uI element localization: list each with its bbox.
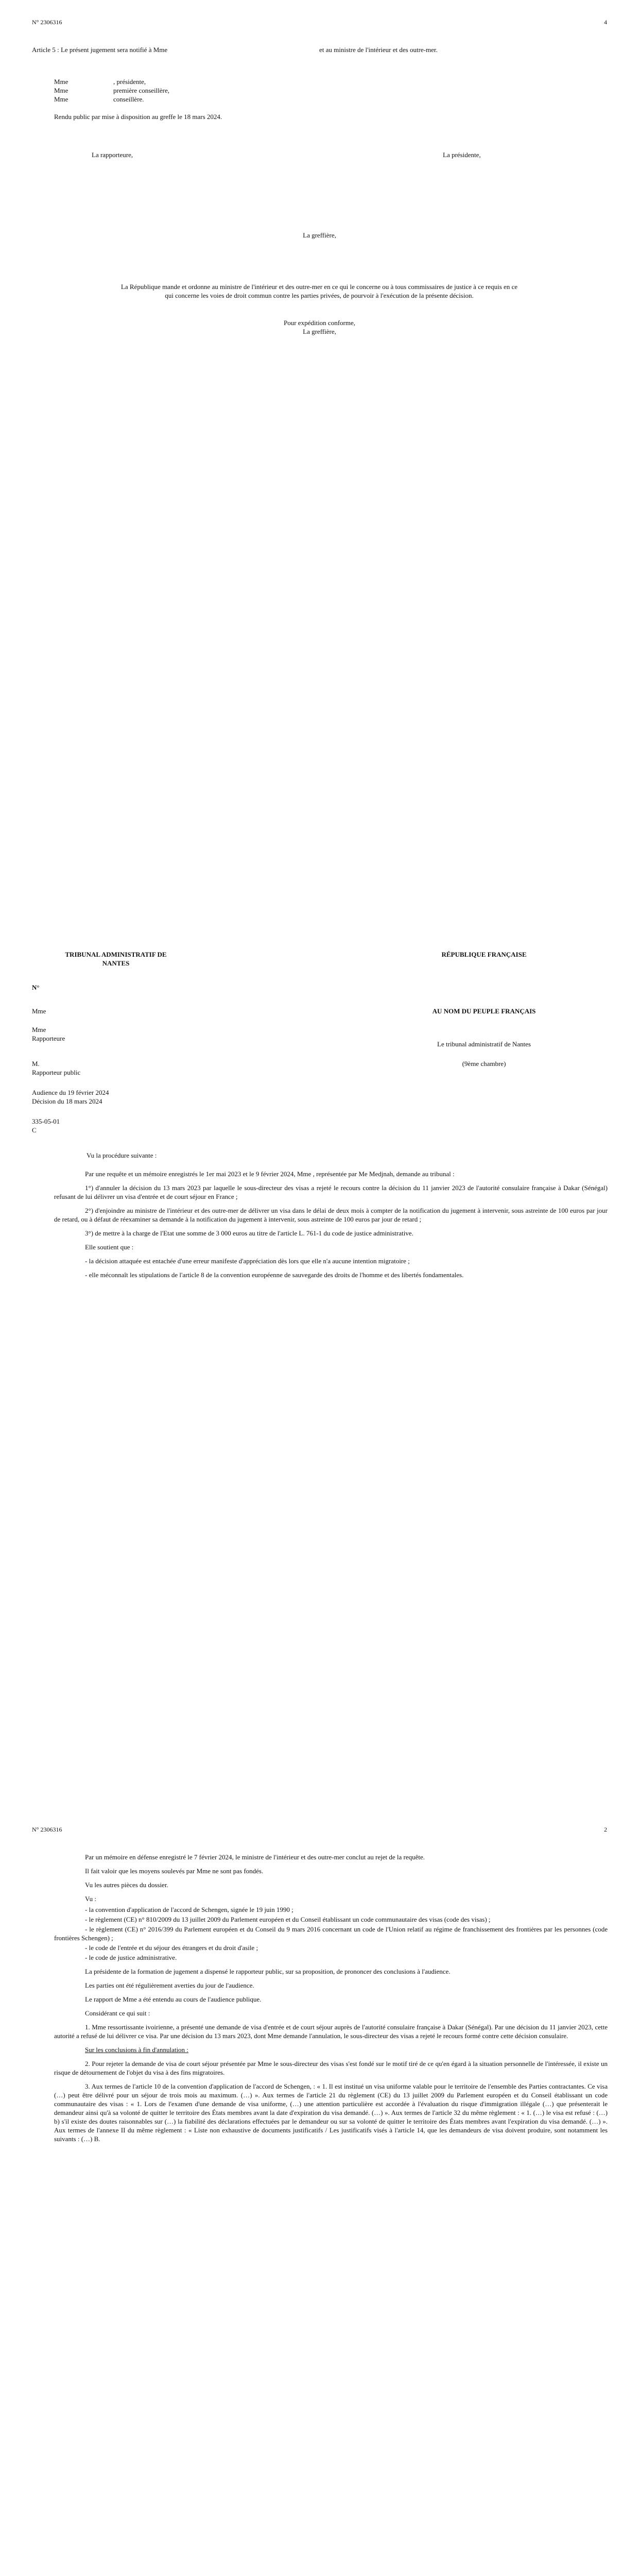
paragraph: - la convention d'application de l'accord de Schengen, signée le 19 juin 1990 ; bbox=[85, 1906, 293, 1913]
chamber-label: (9ème chambre) bbox=[462, 1060, 506, 1067]
republic-title: RÉPUBLIQUE FRANÇAISE bbox=[441, 951, 527, 958]
rapporteure-label: La rapporteure, bbox=[92, 151, 133, 159]
public-date: Rendu public par mise à disposition au greffe le 18 mars 2024. bbox=[54, 113, 222, 121]
paragraph: 1. Mme ressortissante ivoirienne, a présenté une demande de visa d'entrée et de court séjour auprès de l'autorité consulaire française à Dakar (Sénégal). Par une décision du 11 janvier 2023, cette autorité a refusé de lui délivrer ce visa. Par une décision du 13 mars 2023, dont Mme demande l'annulation, le sous-directeur des visas a rejeté le recours formé contre cette décision consulaire. bbox=[54, 2023, 608, 2040]
paragraph: Le rapport de Mme a été entendu au cours de l'audience publique. bbox=[85, 1995, 262, 2003]
paragraph: 2°) d'enjoindre au ministre de l'intérieur et des outre-mer de délivrer un visa dans le délai de deux mois à compter de la notification du jugement à intervenir, sous astreinte de 100 euros par jour de retard, ou à défaut de réexaminer sa demande à la notification du jugement à intervenir, sous astreinte de 100 euros par jour de retard ; bbox=[54, 1207, 608, 1223]
procedure-heading: Vu la procédure suivante : bbox=[87, 1151, 157, 1159]
page-2 bbox=[0, 904, 639, 1807]
rapporteure-role: Rapporteure bbox=[32, 1035, 65, 1042]
classification-letter: C bbox=[32, 1126, 37, 1134]
paragraph: - la décision attaquée est entachée d'une erreur manifeste d'appréciation dès lors que elle n'a aucune intention migratoire ; bbox=[85, 1257, 410, 1265]
paragraph: 1°) d'annuler la décision du 13 mars 2023 par laquelle le sous-directeur des visas a rejeté le recours contre la décision du 11 janvier 2023 de l'autorité consulaire française à Dakar (Sénégal) refusant de lui délivrer un visa d'entrée et de court séjour en France ; bbox=[54, 1184, 608, 1200]
audience-date: Audience du 19 février 2024 bbox=[32, 1089, 109, 1096]
greffiere-label-2: La greffière, bbox=[303, 328, 336, 335]
composition-2-role: première conseillère, bbox=[113, 87, 169, 94]
paragraph: 2. Pour rejeter la demande de visa de court séjour présentée par Mme le sous-directeur des visas s'est fondé sur le motif tiré de ce qu'en égard à la situation personnelle de l'intéressée, il existe un risque de détournement de l'objet du visa à des fins migratoires. bbox=[54, 2060, 608, 2076]
page3-body bbox=[54, 1853, 608, 2148]
page-1 bbox=[0, 0, 639, 904]
composition-2-name: Mme bbox=[54, 87, 68, 94]
paragraph: - le règlement (CE) n° 2016/399 du Parlement européen et du Conseil du 9 mars 2016 concernant un code de l'Union relatif au régime de franchissement des frontières par les personnes (code frontières Schengen) ; bbox=[54, 1925, 608, 1942]
rapporteure-mme: Mme bbox=[32, 1026, 46, 1033]
page-number: 2 bbox=[604, 1826, 607, 1833]
paragraph: - le règlement (CE) n° 810/2009 du 13 juillet 2009 du Parlement européen et du Conseil établissant un code communautaire des visas (code des visas) ; bbox=[85, 1916, 491, 1923]
paragraph: La présidente de la formation de jugement a dispensé le rapporteur public, sur sa proposition, de prononcer des conclusions à l'audience. bbox=[85, 1968, 451, 1975]
paragraph: Vu les autres pièces du dossier. bbox=[85, 1881, 168, 1889]
procedure-body bbox=[54, 1170, 608, 1284]
paragraph: - le code de l'entrée et du séjour des étrangers et du droit d'asile ; bbox=[85, 1944, 258, 1952]
composition-3-role: conseillère. bbox=[113, 95, 144, 103]
section-heading: Sur les conclusions à fin d'annulation : bbox=[85, 2046, 188, 2054]
paragraph: - le code de justice administrative. bbox=[85, 1954, 177, 1961]
paragraph: Considérant ce qui suit : bbox=[85, 2009, 150, 2017]
rapporteur-public-m: M. bbox=[32, 1060, 40, 1067]
expedition-label: Pour expédition conforme, bbox=[284, 319, 355, 327]
paragraph: Elle soutient que : bbox=[85, 1243, 134, 1251]
people-title: AU NOM DU PEUPLE FRANÇAIS bbox=[432, 1007, 536, 1015]
numero: N° bbox=[32, 984, 40, 991]
court-name: TRIBUNAL ADMINISTRATIF DE NANTES bbox=[65, 951, 167, 967]
page-3 bbox=[0, 1807, 639, 2576]
paragraph: 3. Aux termes de l'article 10 de la convention d'application de l'accord de Schengen, : « 1. Il est institué un visa uniforme valable pour le territoire de l'ensemble des Parties contractantes. Ce visa (…) peut être délivré pour un séjour de trois mois au maximum. (…) ». Aux termes de l'article 21 du règlement (CE) du 13 juillet 2009 du Parlement européen et du Conseil établissant un code communautaire des visas : « 1. Lors de l'examen d'une demande de visa uniforme, (…) une attention particulière est accordée à l'évaluation du risque d'immigration illégale (…) que présenterait le demandeur ainsi qu'à sa volonté de quitter le territoire des États membres avant la date d'expiration du visa demandé. (…) ». Aux termes de l'article 32 du même règlement : « 1. (…) le visa est refusé : (…) b) s'il existe des doutes raisonnables sur (…) la fiabilité des déclarations effectuées par le demandeur ou sur sa volonté de quitter le territoire des États membres avant l'expiration du visa demandé. (…) ». Aux termes de l'annexe II du même règlement : « Liste non exhaustive de documents justificatifs / Les justificatifs visés à l'article 14, que les demandeurs de visa doivent produire, sont notamment les suivants : (…) B. bbox=[54, 2082, 608, 2143]
tribunal-label: Le tribunal administratif de Nantes bbox=[437, 1040, 531, 1048]
case-number: N° 2306316 bbox=[32, 1826, 62, 1833]
greffiere-label: La greffière, bbox=[303, 231, 336, 239]
paragraph: Par un mémoire en défense enregistré le 7 février 2024, le ministre de l'intérieur et des outre-mer conclut au rejet de la requête. bbox=[85, 1853, 425, 1861]
decision-date: Décision du 18 mars 2024 bbox=[32, 1097, 102, 1105]
rapporteur-public-role: Rapporteur public bbox=[32, 1069, 81, 1076]
paragraph: Par une requête et un mémoire enregistrés le 1er mai 2023 et le 9 février 2024, Mme , représentée par Me Medjnah, demande au tribunal : bbox=[85, 1170, 455, 1178]
composition-1-role: , présidente, bbox=[113, 78, 146, 86]
composition-3-name: Mme bbox=[54, 95, 68, 103]
composition-1-name: Mme bbox=[54, 78, 68, 86]
party-mme: Mme bbox=[32, 1007, 46, 1015]
paragraph: Vu : bbox=[85, 1895, 96, 1903]
article-5-cont: et au ministre de l'intérieur et des outre-mer. bbox=[319, 46, 438, 54]
classification-code: 335-05-01 bbox=[32, 1117, 60, 1125]
paragraph: - elle méconnaît les stipulations de l'article 8 de la convention européenne de sauvegarde des droits de l'homme et des libertés fondamentales. bbox=[85, 1271, 464, 1279]
case-number: N° 2306316 bbox=[32, 19, 62, 26]
paragraph: Les parties ont été régulièrement averties du jour de l'audience. bbox=[85, 1981, 254, 1989]
paragraph: 3°) de mettre à la charge de l'Etat une somme de 3 000 euros au titre de l'article L. 761-1 du code de justice administrative. bbox=[85, 1229, 413, 1237]
paragraph: Il fait valoir que les moyens soulevés par Mme ne sont pas fondés. bbox=[85, 1867, 264, 1875]
executory-formula: La République mande et ordonne au ministre de l'intérieur et des outre-mer en ce qui le concerne ou à tous commissaires de justice à ce requis en ce qui concerne les voies de droit commun contre les parties privées, de pourvoir à l'exécution de la présente décision. bbox=[120, 283, 518, 299]
article-5: Article 5 : Le présent jugement sera notifié à Mme bbox=[32, 46, 168, 54]
page-number: 4 bbox=[604, 19, 607, 26]
presidente-label: La présidente, bbox=[443, 151, 481, 159]
